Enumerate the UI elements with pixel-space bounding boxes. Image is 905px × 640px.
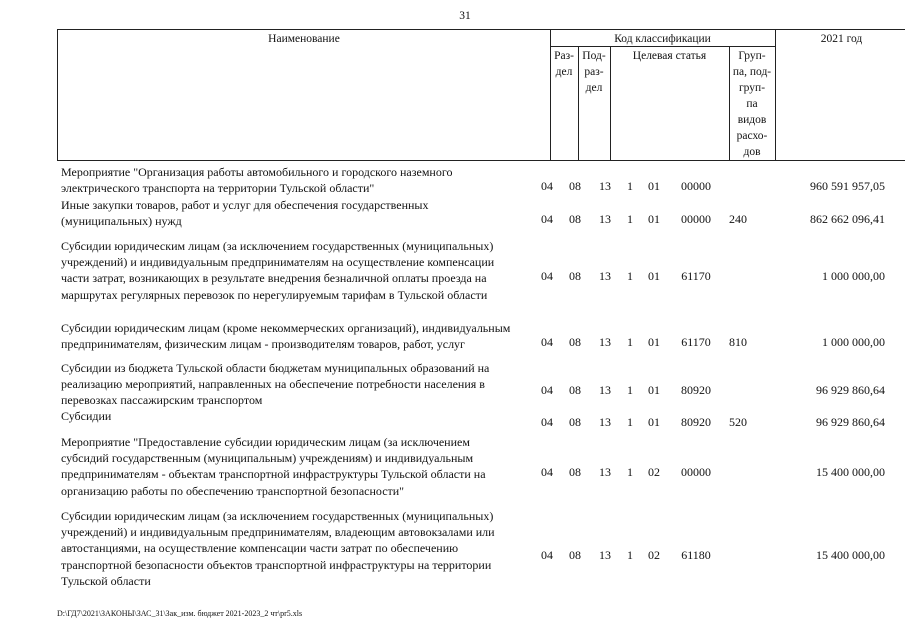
row-name-line: Иные закупки товаров, работ и услуг для обеспечения государственных — [61, 198, 429, 212]
row-cs4: 00000 — [681, 465, 711, 480]
header-vid-line: груп- — [738, 82, 766, 94]
row-name — [61, 238, 551, 303]
row-cs3: 02 — [648, 465, 660, 480]
page-number: 31 — [459, 10, 471, 22]
row-amount: 960 591 957,05 — [810, 179, 885, 194]
header-target: Целевая статья — [632, 50, 707, 62]
row-name-line: Мероприятие "Организация работы автомобильного и городского наземного — [61, 165, 453, 179]
header-razdel — [550, 48, 578, 80]
row-cs1: 13 — [599, 547, 611, 562]
row-cs1: 13 — [599, 465, 611, 480]
header-year: 2021 год — [820, 33, 863, 45]
header-vid — [729, 48, 775, 160]
row-name-line: (муниципальных) нужд — [61, 214, 182, 229]
row-podrazdel: 08 — [569, 547, 581, 562]
header-podrazdel — [578, 48, 610, 96]
row-cs2: 1 — [627, 383, 633, 398]
table-header — [57, 29, 905, 161]
row-podrazdel: 08 — [569, 179, 581, 194]
header-podrazdel-line: дел — [585, 82, 603, 94]
row-name-line: Субсидии юридическим лицам (за исключением государственных (муниципальных) — [61, 509, 494, 523]
row-podrazdel: 08 — [569, 415, 581, 430]
row-cs2: 1 — [627, 415, 633, 430]
row-name-line: Субсидии юридическим лицам (за исключением государственных (муниципальных) — [61, 239, 494, 253]
row-amount: 15 400 000,00 — [816, 547, 885, 562]
row-razdel: 04 — [541, 547, 553, 562]
row-cs1: 13 — [599, 335, 611, 350]
header-vid-line: видов — [737, 114, 767, 126]
row-name-line: предпринимателям - объектам транспортной инфраструктуры Тульской области на — [61, 467, 486, 482]
row-cs3: 01 — [648, 212, 660, 227]
row-vid: 240 — [729, 212, 747, 227]
row-amount: 96 929 860,64 — [816, 383, 885, 398]
header-name: Наименование — [268, 33, 340, 45]
row-name-line: маршрутах регулярных перевозок по нерегулируемым тарифам в Тульской области — [61, 287, 488, 302]
row-name — [61, 164, 551, 196]
row-cs4: 00000 — [681, 179, 711, 194]
row-cs1: 13 — [599, 269, 611, 284]
row-razdel: 04 — [541, 383, 553, 398]
row-razdel: 04 — [541, 212, 553, 227]
row-cs3: 01 — [648, 383, 660, 398]
row-name-line: учреждений) и индивидуальным предпринимателям, владеющим автовокзалами или — [61, 525, 495, 540]
row-name-line: перевозках пассажирским транспортом — [61, 393, 263, 408]
row-cs4: 80920 — [681, 383, 711, 398]
row-podrazdel: 08 — [569, 212, 581, 227]
row-amount: 862 662 096,41 — [810, 212, 885, 227]
row-amount: 15 400 000,00 — [816, 465, 885, 480]
row-razdel: 04 — [541, 179, 553, 194]
row-cs3: 01 — [648, 269, 660, 284]
header-vid-line: па — [746, 98, 758, 110]
row-cs1: 13 — [599, 383, 611, 398]
row-name-line: Субсидии из бюджета Тульской области бюджетам муниципальных образований на — [61, 361, 490, 375]
row-name-line: учреждений) и индивидуальным предпринимателям на осуществление компенсации — [61, 255, 495, 270]
row-name-line: организацию работы по обеспечению транспортной безопасности" — [61, 483, 405, 498]
row-name — [61, 434, 551, 499]
row-razdel: 04 — [541, 465, 553, 480]
row-cs1: 13 — [599, 212, 611, 227]
file-path: D:\ГД7\2021\ЗАКОНЫ\ЗАС_31\Зак_изм. бюджет 2021-2023_2 чт\pr5.xls — [57, 609, 303, 618]
row-name-line: автостанциями, на осуществление компенсации части затрат по обеспечению — [61, 541, 459, 556]
row-name-line: субсидий государственным (муниципальным) учреждениям) и индивидуальным — [61, 451, 474, 466]
row-podrazdel: 08 — [569, 269, 581, 284]
row-cs3: 01 — [648, 415, 660, 430]
row-cs3: 02 — [648, 547, 660, 562]
row-name — [61, 508, 551, 589]
row-cs4: 61180 — [681, 547, 711, 562]
row-name-line: Субсидии юридическим лицам (кроме некоммерческих организаций), индивидуальным — [61, 321, 511, 335]
header-razdel-line: Раз- — [554, 50, 574, 62]
row-name-line: Тульской области — [61, 573, 151, 588]
row-name-line: части затрат, возникающих в результате внедрения безналичной оплаты проезда на — [61, 271, 487, 286]
row-podrazdel: 08 — [569, 383, 581, 398]
row-podrazdel: 08 — [569, 335, 581, 350]
header-vid-line: Груп- — [738, 50, 766, 62]
row-cs4: 80920 — [681, 415, 711, 430]
row-cs2: 1 — [627, 547, 633, 562]
header-podrazdel-line: раз- — [584, 66, 604, 78]
row-name — [61, 360, 551, 409]
row-cs1: 13 — [599, 415, 611, 430]
row-vid: 810 — [729, 335, 747, 350]
row-razdel: 04 — [541, 269, 553, 284]
header-podrazdel-line: Под- — [582, 50, 606, 62]
row-cs2: 1 — [627, 465, 633, 480]
row-cs1: 13 — [599, 179, 611, 194]
row-cs2: 1 — [627, 179, 633, 194]
row-amount: 1 000 000,00 — [822, 335, 885, 350]
row-name-line: реализацию мероприятий, направленных на обеспечение потребности населения в — [61, 377, 485, 392]
row-cs2: 1 — [627, 335, 633, 350]
row-name-line: Субсидии — [61, 409, 112, 423]
row-name-line: транспортной безопасности объектов транспортной инфраструктуры на территории — [61, 557, 492, 572]
row-name — [61, 408, 551, 424]
row-name — [61, 320, 551, 352]
row-name — [61, 197, 551, 229]
row-cs3: 01 — [648, 335, 660, 350]
row-cs4: 61170 — [681, 335, 711, 350]
row-amount: 1 000 000,00 — [822, 269, 885, 284]
row-vid: 520 — [729, 415, 747, 430]
row-cs4: 00000 — [681, 212, 711, 227]
header-vid-line: расхо- — [736, 130, 768, 142]
header-razdel-line: дел — [555, 66, 573, 78]
divider — [775, 30, 776, 160]
header-code-group: Код классификации — [614, 33, 711, 45]
row-name-line: предпринимателям, физическим лицам - производителям товаров, работ, услуг — [61, 337, 465, 352]
header-vid-line: дов — [743, 146, 761, 158]
row-razdel: 04 — [541, 415, 553, 430]
row-name-line: Мероприятие "Предоставление субсидии юридическим лицам (за исключением — [61, 435, 470, 449]
header-vid-line: па, под- — [732, 66, 772, 78]
row-cs2: 1 — [627, 212, 633, 227]
row-amount: 96 929 860,64 — [816, 415, 885, 430]
row-name-line: электрического транспорта на территории Тульской области" — [61, 181, 375, 196]
row-razdel: 04 — [541, 335, 553, 350]
row-cs3: 01 — [648, 179, 660, 194]
row-cs4: 61170 — [681, 269, 711, 284]
row-cs2: 1 — [627, 269, 633, 284]
row-podrazdel: 08 — [569, 465, 581, 480]
